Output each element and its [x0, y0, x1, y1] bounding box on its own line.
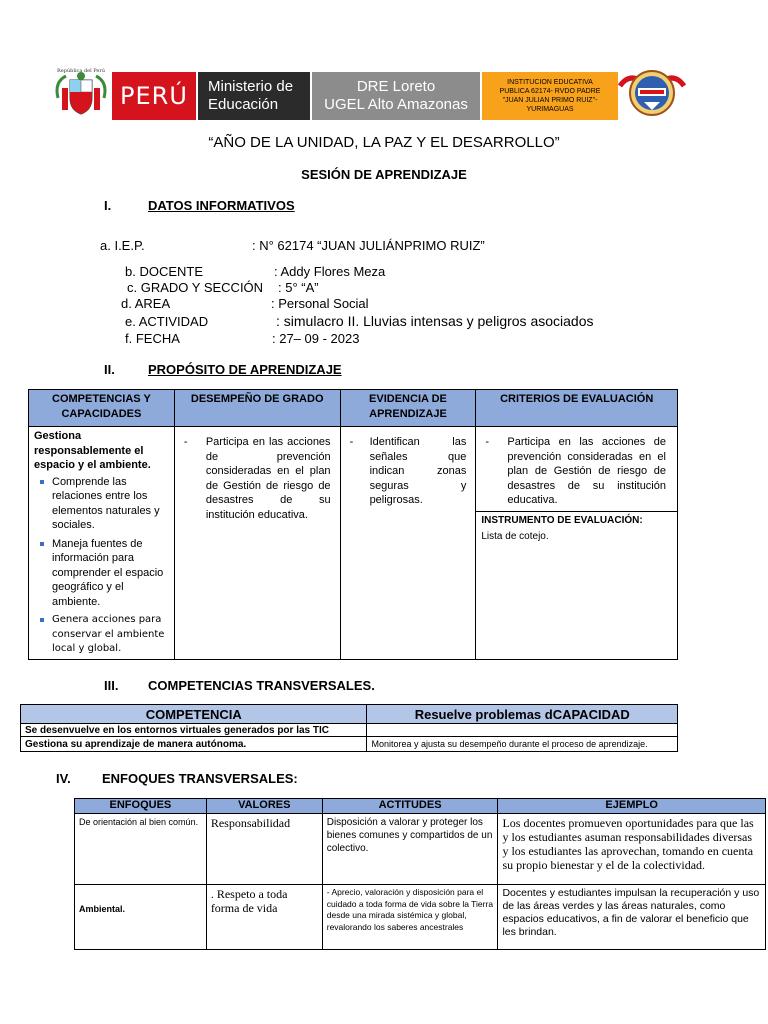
dre-brand	[312, 72, 480, 120]
transversal-competencia-text: Gestiona su aprendizaje de manera autónoma.	[25, 738, 247, 750]
header-actitudes: ACTITUDES	[322, 799, 498, 814]
info-grado-value: : 5° “A”	[278, 280, 319, 295]
info-iep-label: a. I.E.P.	[100, 238, 145, 253]
table-header-row	[75, 799, 766, 814]
table-row	[75, 814, 766, 885]
info-actividad-label: e. ACTIVIDAD	[125, 314, 209, 329]
institucion-brand	[482, 72, 618, 120]
section-number: I.	[104, 198, 112, 213]
year-title: “AÑO DE LA UNIDAD, LA PAZ Y EL DESARROLLO”	[208, 134, 560, 151]
section-transversales	[104, 678, 375, 693]
transversal-competencia-text: Se desenvuelve en los entornos virtuales generados por las TIC	[25, 724, 329, 736]
info-fecha-label: f. FECHA	[125, 331, 180, 346]
criterio-cell	[476, 427, 678, 512]
header-ejemplo: EJEMPLO	[498, 799, 766, 814]
header-competencias: COMPETENCIAS Y CAPACIDADES	[29, 390, 175, 427]
ejemplo-cell: Docentes y estudiantes impulsan la recuperación y uso de las áreas verdes y las áreas naturales, como espacios educativos, a fin de valorar el beneficio que les brindan.	[498, 885, 766, 950]
desempeno-cell	[174, 427, 340, 660]
instrumento-label: INSTRUMENTO DE EVALUACIÓN:	[481, 514, 643, 526]
valor-cell: . Respeto a toda forma de vida	[206, 885, 322, 950]
valor-cell: Responsabilidad	[206, 814, 322, 885]
institucion-line: YURIMAGUAS	[526, 106, 574, 113]
info-fecha-value: : 27– 09 - 2023	[272, 331, 360, 346]
instrumento-cell	[476, 511, 678, 659]
dre-line-2: UGEL Alto Amazonas	[324, 96, 468, 113]
table-header-row	[29, 390, 678, 427]
capacidad-item: Maneja fuentes de información para comprender el espacio geográfico y el ambiente.	[34, 537, 169, 610]
info-docente-label: b. DOCENTE	[125, 264, 204, 279]
transversales-table	[20, 704, 678, 752]
institucion-line: INSTITUCION EDUCATIVA	[507, 79, 593, 86]
section-number: III.	[104, 678, 119, 693]
evidencia-text: - Identifican las señales que indican zonas seguras y peligrosas.	[346, 435, 471, 508]
header-criterios: CRITERIOS DE EVALUACIÓN	[476, 390, 678, 427]
transversal-competencia	[21, 737, 367, 752]
proposito-table	[28, 389, 678, 660]
section-title: COMPETENCIAS TRANSVERSALES.	[148, 678, 375, 693]
escudo-nacional-icon	[52, 68, 110, 124]
transversal-capacidad: Monitorea y ajusta su desempeño durante el proceso de aprendizaje.	[367, 737, 678, 752]
header-desempeno: DESEMPEÑO DE GRADO	[174, 390, 340, 427]
desempeno-text: - Participa en las acciones de prevención consideradas en el plan de Gestión de riesgo de desastres de su institución educativa.	[180, 435, 335, 522]
info-area-label: d. AREA	[121, 296, 171, 311]
section-number: II.	[104, 362, 115, 377]
actitud-cell: Disposición a valorar y proteger los bienes comunes y compartidos de un colectivo.	[322, 814, 498, 885]
ministerio-brand	[198, 72, 310, 120]
evidencia-cell	[340, 427, 476, 660]
transversal-competencia	[21, 724, 367, 737]
institucion-line: PUBLICA 62174- RVDO PADRE	[499, 88, 601, 95]
header-enfoques: ENFOQUES	[75, 799, 207, 814]
ministerio-line-1: Ministerio de	[208, 78, 294, 95]
insignia-colegio	[618, 68, 686, 118]
header-valores: VALORES	[206, 799, 322, 814]
header-capacidad: Resuelve problemas dCAPACIDAD	[367, 705, 678, 724]
section-number: IV.	[56, 771, 71, 786]
institucion-line: "JUAN JULIAN PRIMO RUIZ"-	[502, 97, 598, 104]
section-proposito	[104, 362, 342, 377]
section-title: ENFOQUES TRANSVERSALES:	[102, 771, 298, 786]
section-enfoques	[56, 771, 298, 786]
enfoque-cell: De orientación al bien común.	[75, 814, 207, 885]
enfoques-table	[74, 798, 766, 950]
capacidad-item: Genera acciones para conservar el ambiente local y global.	[34, 613, 169, 657]
instrumento-value: Lista de cotejo.	[481, 531, 549, 543]
ministerio-line-2: Educación	[208, 96, 279, 113]
enfoque-text: Ambiental.	[79, 903, 126, 914]
table-header-row	[21, 705, 678, 724]
info-iep-value: : N° 62174 “JUAN JULIÁNPRIMO RUIZ”	[252, 238, 485, 253]
table-row	[29, 427, 678, 512]
peru-brand: PERÚ	[112, 72, 196, 120]
header-competencia: COMPETENCIA	[21, 705, 367, 724]
section-title: DATOS INFORMATIVOS	[148, 198, 295, 213]
table-row	[21, 737, 678, 752]
competencia-title: Gestiona responsablemente el espacio y el ambiente.	[34, 430, 151, 471]
table-row	[21, 724, 678, 737]
criterio-text: - Participa en las acciones de prevención consideradas en el plan de Gestión de riesgo de desastres de su institución educativa.	[481, 435, 672, 508]
ejemplo-cell: Los docentes promueven oportunidades para que las y los estudiantes asuman responsabilidades diversas y los estudiantes las aprovechan, tomando en cuenta su propio bienestar y el de la colectividad.	[498, 814, 766, 885]
table-row	[75, 885, 766, 950]
capacidad-item: Comprende las relaciones entre los elementos naturales y sociales.	[34, 475, 169, 533]
insignia-colegio-icon	[618, 68, 686, 118]
header-evidencia: EVIDENCIA DE APRENDIZAJE	[340, 390, 476, 427]
escudo-caption: República del Perú	[57, 68, 105, 74]
info-grado-label: c. GRADO Y SECCIÓN	[127, 280, 264, 295]
info-area-value: : Personal Social	[271, 296, 369, 311]
info-actividad-value: : simulacro II. Lluvias intensas y peligros asociados	[276, 313, 594, 329]
section-datos	[104, 198, 295, 213]
escudo-nacional	[52, 68, 110, 124]
info-docente-value: : Addy Flores Meza	[274, 264, 386, 279]
enfoque-cell	[75, 885, 207, 950]
actitud-cell: - Aprecio, valoración y disposición para el cuidado a toda forma de vida sobre la Tierra desde una mirada sistémica y global, revalorando los saberes ancestrales	[322, 885, 498, 950]
section-title: PROPÓSITO DE APRENDIZAJE	[148, 362, 342, 377]
dre-line-1: DRE Loreto	[356, 78, 436, 95]
doc-title: SESIÓN DE APRENDIZAJE	[301, 167, 467, 182]
competencias-cell	[29, 427, 175, 660]
transversal-capacidad	[367, 724, 678, 737]
